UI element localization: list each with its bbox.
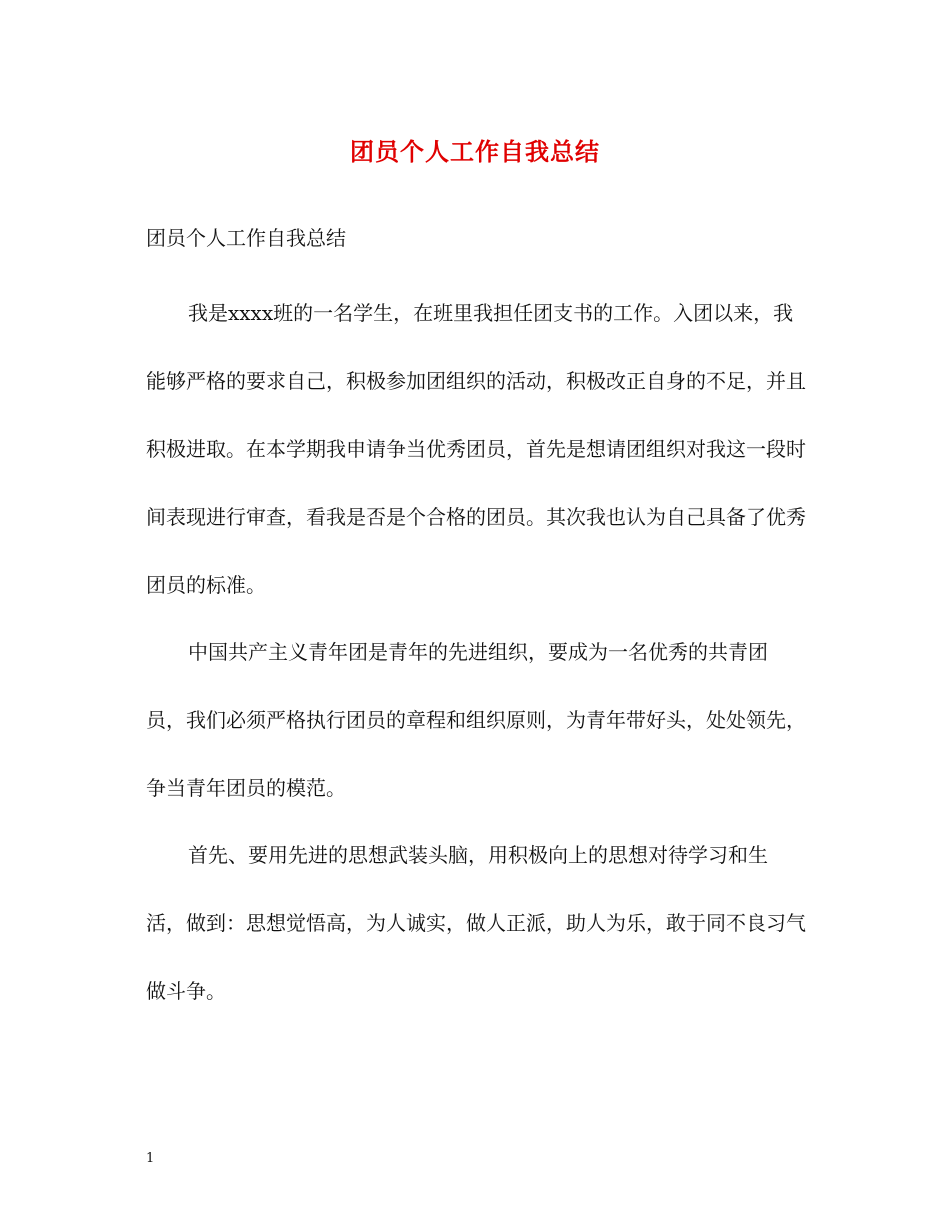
paragraph-3: 首先、要用先进的思想武装头脑，用积极向上的思想对待学习和生活，做到：思想觉悟高，为人诚实，做人正派，助人为乐，敢于同不良习气做斗争。 [146,843,806,1003]
paragraph-1: 我是xxxx班的一名学生，在班里我担任团支书的工作。入团以来，我能够严格的要求自己，积极参加团组织的活动，积极改正自身的不足，并且积极进取。在本学期我申请争当优秀团员，首先是想请团组织对我这一段时间表现进行审查，看我是否是个合格的团员。其次我也认为自己具备了优秀团员的标准。 [146,301,806,597]
document-body [146,279,806,1025]
page-number: 1 [146,1151,155,1166]
paragraph-2: 中国共产主义青年团是青年的先进组织，要成为一名优秀的共青团员，我们必须严格执行团员的章程和组织原则，为青年带好头，处处领先，争当青年团员的模范。 [146,640,806,800]
document-subtitle: 团员个人工作自我总结 [146,226,346,250]
document-title: 团员个人工作自我总结 [350,137,600,166]
